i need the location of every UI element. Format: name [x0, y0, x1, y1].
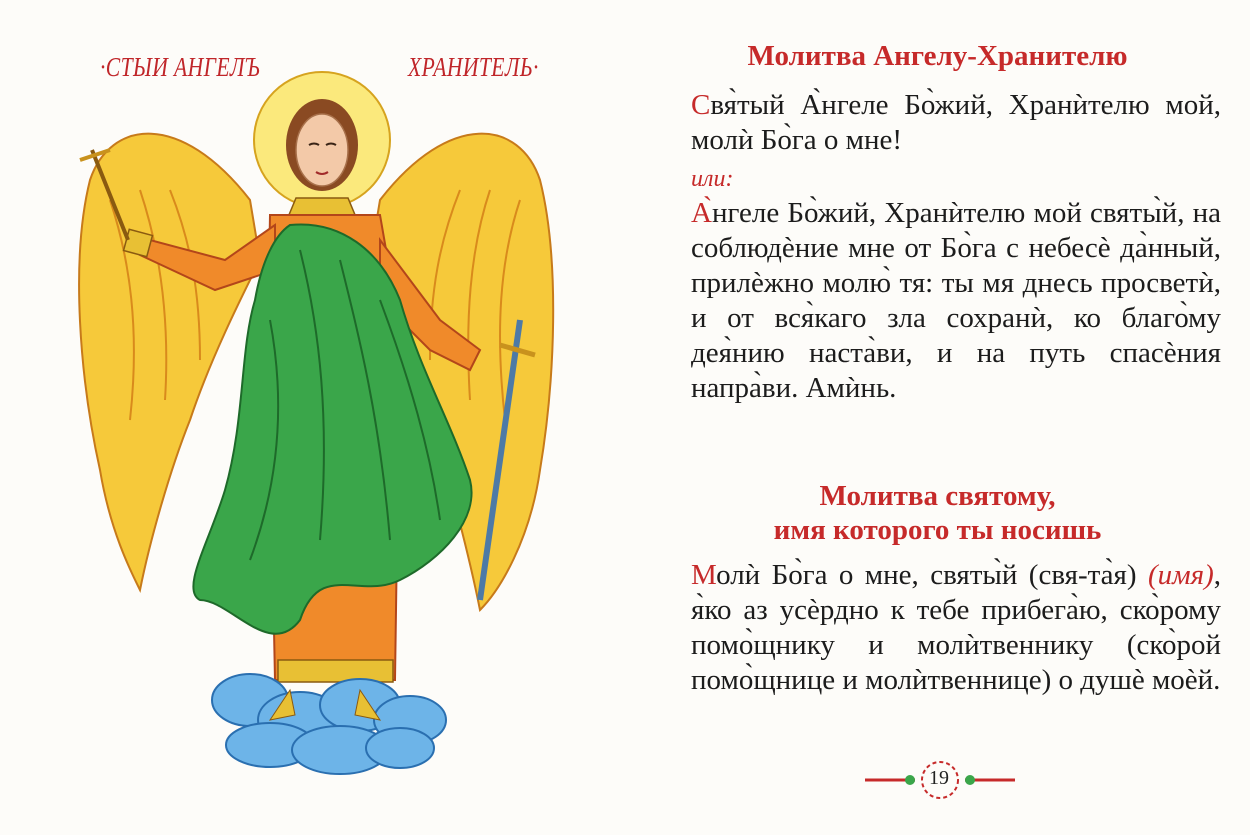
prayer-saint-title-line2: имя которого ты носишь	[773, 514, 1102, 546]
prayer-text: вя̀тый А̀нгеле Бо̀жий, Хранѝтелю мой, молѝ Бо̀га о мне!	[691, 89, 1221, 156]
prayer-text: , я̀ко аз усѐрдно к тебе прибега̀ю, ско̀рому помо̀щнику и молѝтвеннику (ско̀рой помо̀щнице и молѝтвеннице) о душѐ моѐй.	[691, 559, 1221, 696]
prayer-text: олѝ Бо̀га о мне, святы̀й (свя-та̀я)	[716, 559, 1148, 591]
prayer-guardian-title: Молитва Ангелу-Хранителю	[747, 40, 1128, 72]
prayer-saint-title-line1: Молитва святому,	[819, 480, 1056, 512]
dropcap: М	[691, 559, 717, 591]
dropcap: С	[691, 89, 711, 121]
prayer-saint-text	[691, 558, 1221, 698]
alternative-marker: или:	[691, 166, 734, 192]
dropcap: А	[691, 197, 712, 229]
icon-caption-left: ·СТЫИ АНГЕЛЪ	[100, 52, 260, 82]
name-placeholder: (имя)	[1147, 559, 1214, 591]
icon-caption-right: ХРАНИТЕЛЬ·	[408, 52, 539, 82]
prayer-guardian-long	[691, 196, 1221, 406]
prayer-page	[625, 0, 1250, 835]
prayer-text: ̀нгеле Бо̀жий, Хранѝтелю мой святы̀й, на соблюдѐние мне от Бо̀га с небесѐ да̀нный, прилѐжно молю̀ тя: ты мя днесь просветѝ, и от вся̀каго зла сохранѝ, ко благо̀му дея̀нию наста̀ви, и на путь спасѐния напра̀ви. Амѝнь.	[691, 197, 1221, 404]
prayer-guardian-short	[691, 88, 1221, 158]
page-number: 19	[929, 767, 949, 789]
